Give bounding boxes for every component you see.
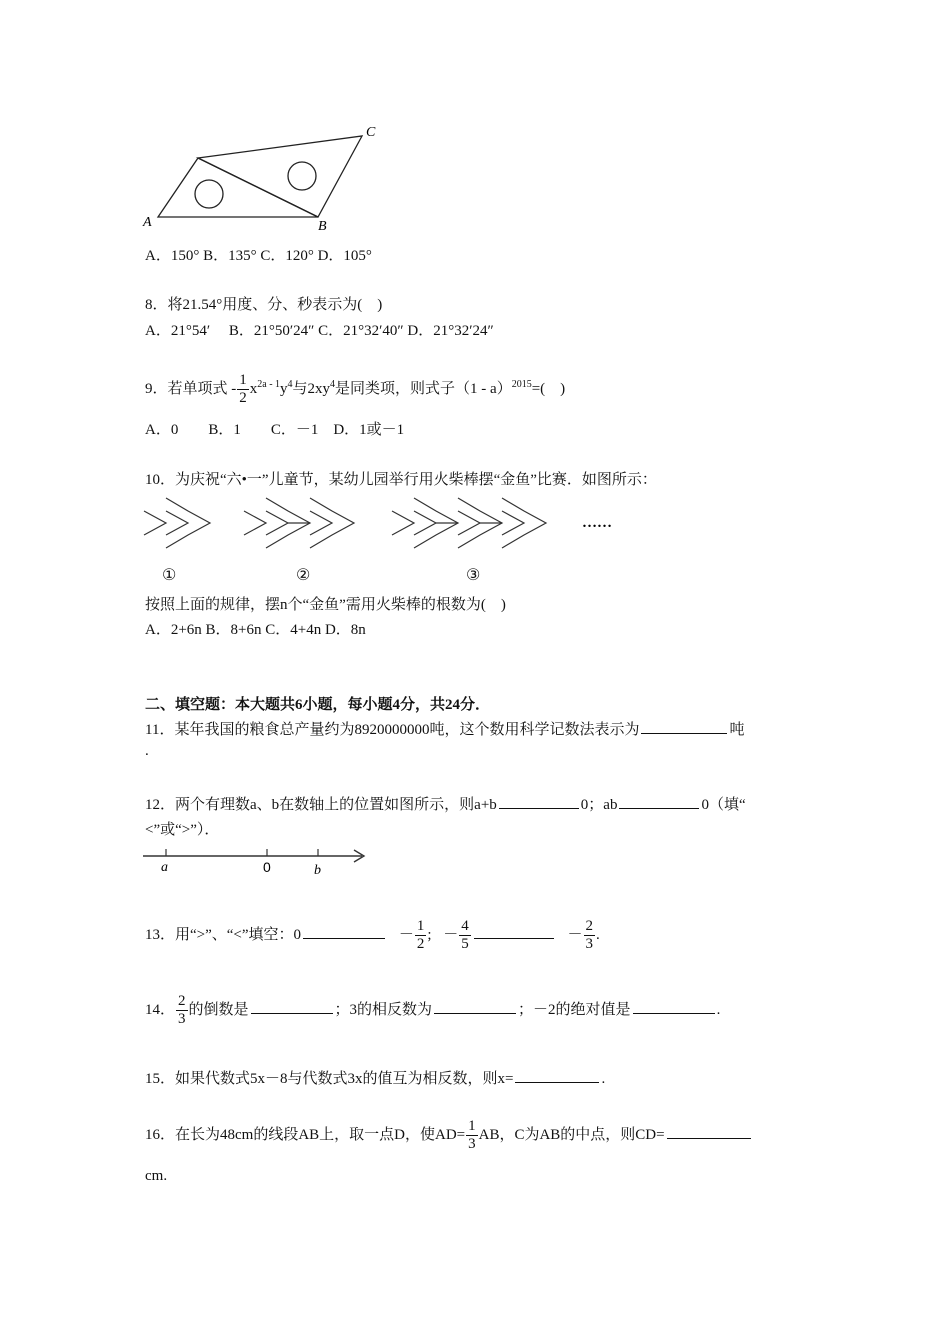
q16-cont: cm. xyxy=(145,1168,168,1184)
q13-f1-sign: － xyxy=(398,926,414,943)
q11-blank[interactable] xyxy=(641,719,727,734)
q13-blank-2[interactable] xyxy=(474,924,554,939)
q14-frac xyxy=(176,993,188,1028)
q13-f2-num: 4 xyxy=(461,918,469,934)
q13-f2-sign: － xyxy=(443,926,459,943)
q16-t1: 16．在长为48cm的线段AB上，取一点D，使AD= xyxy=(145,1126,466,1143)
q16-f-num: 1 xyxy=(468,1118,476,1134)
q13-f3-den: 3 xyxy=(585,936,594,952)
q13-stem: 13．用“>”、“<”填空：0 xyxy=(145,926,302,943)
q16-text xyxy=(145,1118,753,1153)
q9-options: A．0 B．1 C．－1 D．1或－1 xyxy=(145,422,405,438)
q12-blank-2[interactable] xyxy=(619,794,699,809)
q12-t1: 12．两个有理数a、b在数轴上的位置如图所示，则a+b xyxy=(145,797,497,813)
q12-blank-1[interactable] xyxy=(499,794,579,809)
goldfish-figure xyxy=(140,490,630,556)
q9-prefix: 9．若单项式 - xyxy=(145,380,237,397)
q12-t2: 0；ab xyxy=(580,797,618,813)
label-a: A xyxy=(143,215,152,230)
right-circle xyxy=(288,162,316,190)
q13-frac-1 xyxy=(415,918,427,953)
q13-f3-num: 2 xyxy=(585,918,594,934)
q9-suffix-exp: 2015 xyxy=(511,378,532,390)
triangle-figure xyxy=(140,120,390,235)
q15-blank[interactable] xyxy=(515,1068,599,1083)
q9-y-exp: 4 xyxy=(287,378,293,390)
axis-label-b: b xyxy=(314,863,321,878)
q15-end: . xyxy=(601,1071,606,1087)
q9-mid: 与2xy xyxy=(292,380,331,397)
q13-sep: ; xyxy=(427,926,432,943)
q16-f-den: 3 xyxy=(468,1136,476,1152)
fish-3 xyxy=(392,498,546,548)
q12-text xyxy=(145,793,746,814)
q13-f3-sign: － xyxy=(567,926,583,943)
q13-f1-num: 1 xyxy=(416,918,425,934)
q14-t1: 的倒数是 xyxy=(188,1001,249,1018)
label-b: B xyxy=(318,219,327,234)
q8-stem: 8．将21.54°用度、分、秒表示为( ) xyxy=(145,297,383,313)
q10-options: A．2+6n B．8+6n C．4+4n D．8n xyxy=(145,622,366,638)
q9-x-exp: 2a - 1 xyxy=(257,378,281,390)
q10-question: 按照上面的规律，摆n个“金鱼”需用火柴棒的根数为( ) xyxy=(145,597,506,613)
q13-text xyxy=(145,918,600,953)
q9-fraction xyxy=(237,372,249,407)
q14-t2: ；3的相反数为 xyxy=(334,1001,433,1018)
q9-end: =( ) xyxy=(531,380,566,397)
q14-blank-3[interactable] xyxy=(633,999,715,1014)
fish-label-1: ① xyxy=(162,567,177,584)
q16-frac xyxy=(466,1118,478,1153)
q14-end: . xyxy=(716,1001,721,1018)
q9-x: x xyxy=(249,380,258,397)
q9-y: y xyxy=(280,380,288,397)
q9-suffix: 是同类项，则式子（1 - a） xyxy=(335,380,512,397)
q14-text xyxy=(145,993,720,1028)
q11-text xyxy=(145,718,744,739)
axis-label-0: 0 xyxy=(263,859,271,875)
q13-blank-1[interactable] xyxy=(303,924,385,939)
axis-label-a: a xyxy=(161,860,168,875)
q15-stem: 15．如果代数式5x－8与代数式3x的值互为相反数，则x= xyxy=(145,1071,514,1087)
q13-frac-2 xyxy=(459,918,471,953)
q11-unit: 吨 xyxy=(729,722,745,738)
fish-1 xyxy=(144,498,210,548)
q8-options: A．21°54′ B．21°50′24″ C．21°32′40″ D．21°32′24″ xyxy=(145,323,494,339)
number-line xyxy=(140,845,375,880)
q11-stem: 11．某年我国的粮食总产量约为8920000000吨，这个数用科学记数法表示为 xyxy=(145,722,640,738)
q10-dots: …… xyxy=(582,515,612,531)
q13-f2-den: 5 xyxy=(461,936,469,952)
q9-stem xyxy=(145,372,565,407)
q12-t3: 0（填“ xyxy=(701,797,746,813)
label-c: C xyxy=(366,125,376,140)
q9-mid-exp: 4 xyxy=(330,378,336,390)
section2-title: 二、填空题：本大题共6小题，每小题4分，共24分． xyxy=(145,697,491,713)
q13-f1-den: 2 xyxy=(416,936,425,952)
fish-2 xyxy=(244,498,354,548)
q12-cont: <”或“>”）． xyxy=(145,822,220,838)
fish-label-3: ③ xyxy=(466,567,481,584)
q14-prefix: 14． xyxy=(145,1001,176,1018)
q14-t3: ；－2的绝对值是 xyxy=(518,1001,631,1018)
right-triangle xyxy=(198,136,362,217)
q14-f-num: 2 xyxy=(178,993,186,1009)
q9-frac-num: 1 xyxy=(239,372,247,388)
left-circle xyxy=(195,180,223,208)
q16-t2: AB，C为AB的中点，则CD= xyxy=(478,1126,665,1143)
q13-frac-3 xyxy=(584,918,596,953)
q16-blank[interactable] xyxy=(667,1124,751,1139)
q15-text xyxy=(145,1067,605,1088)
q13-end: . xyxy=(596,926,600,943)
q11-cont: . xyxy=(145,743,149,759)
q14-f-den: 3 xyxy=(178,1011,186,1027)
q14-blank-2[interactable] xyxy=(434,999,516,1014)
fish-label-2: ② xyxy=(296,567,311,584)
q7-options: A．150° B．135° C．120° D．105° xyxy=(145,248,372,264)
q14-blank-1[interactable] xyxy=(251,999,333,1014)
q10-stem: 10．为庆祝“六•一”儿童节，某幼儿园举行用火柴棒摆“金鱼”比赛．如图所示： xyxy=(145,472,657,488)
q9-frac-den: 2 xyxy=(239,390,247,406)
